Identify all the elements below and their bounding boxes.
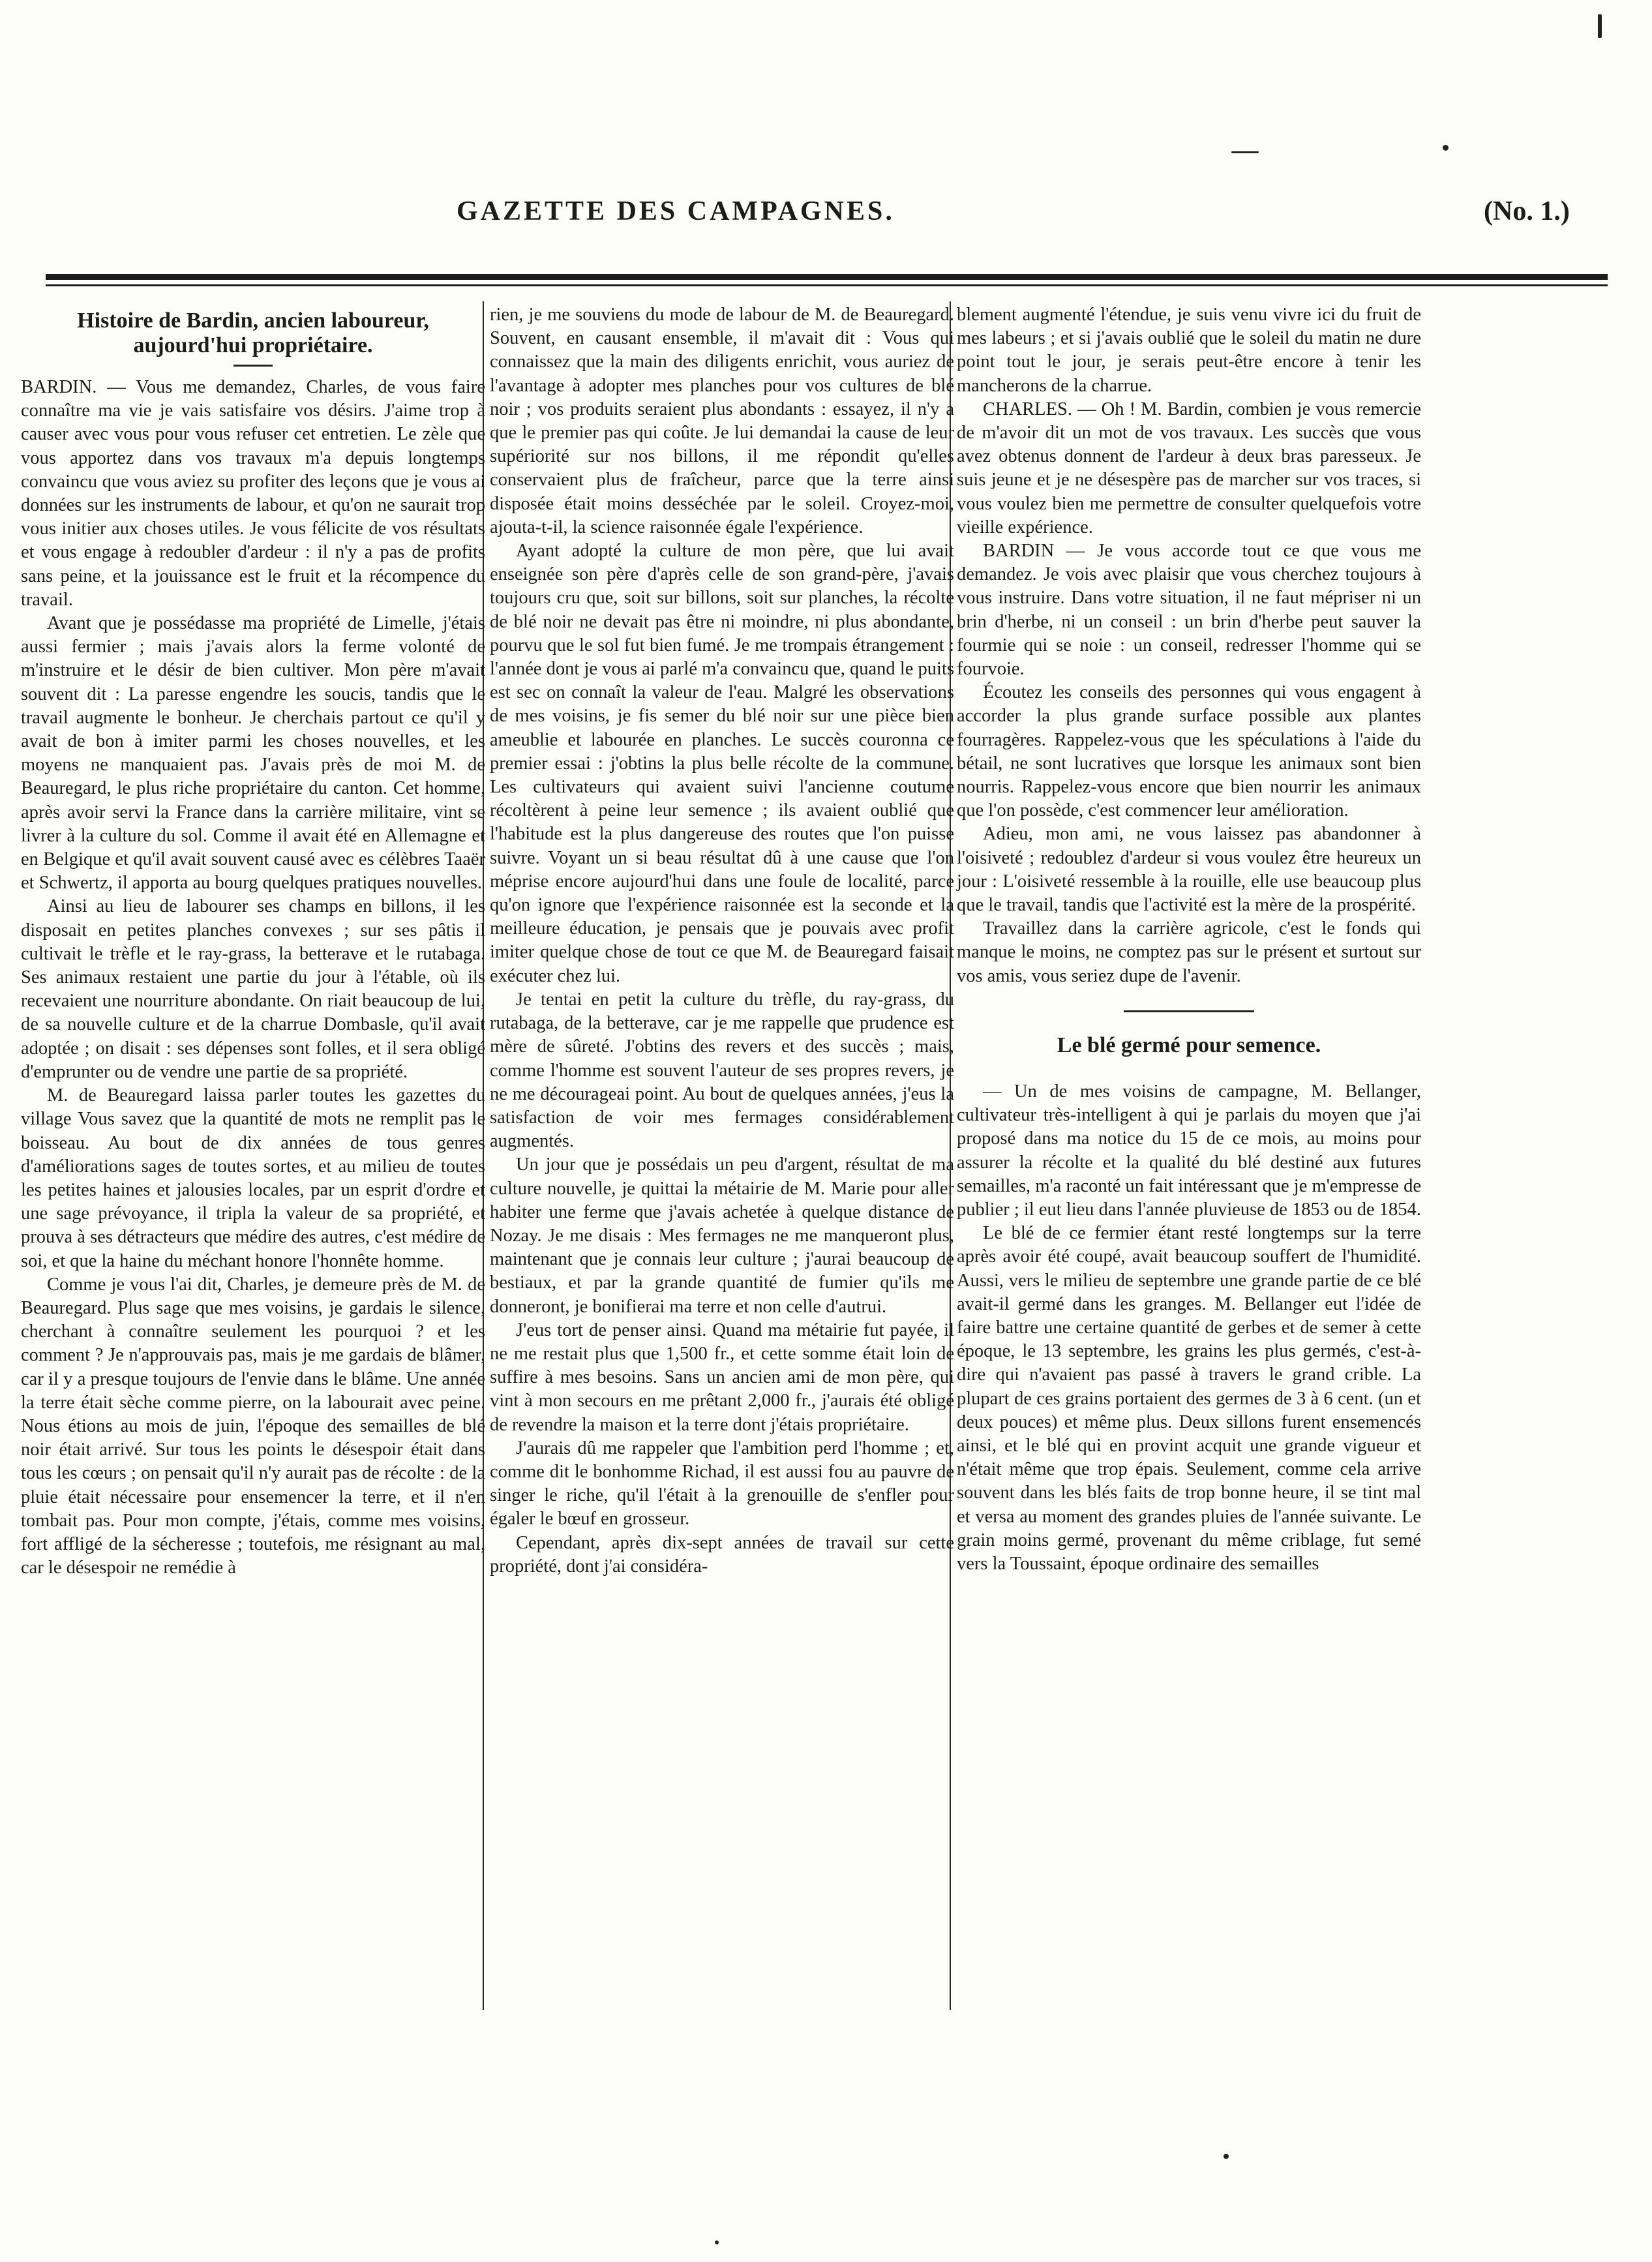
paragraph: Le blé de ce fermier étant resté longtemps sur la terre après avoir été coupé, avait beaucoup souffert de l'humidité. Aussi, vers le milieu de septembre une grande partie de ce blé avait-il germé dans les granges. M. Bellanger eut l'idée de faire battre une certaine quantité de gerbes et de semer à cette époque, le 13 septembre, les grains les plus germés, c'est-à-dire qui n'avaient pas passé à travers le grand crible. La plupart de ces grains portaient des germes de 3 à 6 cent. (un et deux pouces) et même plus. Deux sillons furent ensemencés ainsi, et le blé qui en provint acquit une grande vigueur et n'était même que trop épais. Seulement, comme cela arrive souvent dans les blés faits de trop bonne heure, il se tint mal et versa au moment des grandes pluies de l'année suivante. Le grain moins germé, provenant du même criblage, fut semé vers la Toussaint, époque ordinaire des semailles <box>957 1223 1421 1574</box>
paragraph: — Un de mes voisins de campagne, M. Bellanger, cultivateur très-intelligent à qui je parlais du moyen que j'ai proposé dans ma notice du 15 de ce mois, au moins pour assurer la récolte et la qualité du blé destiné aux futures semailles, m'a raconté un fait intéressant que je m'empresse de publier ; il eut lieu dans l'année pluvieuse de 1853 ou de 1854. <box>957 1081 1421 1220</box>
paragraph: rien, je me souviens du mode de labour de M. de Beauregard. Souvent, en causant ensemble, il m'avait dit : Vous qui connaissez que la main des diligents enrichit, vous auriez de l'avantage à adopter mes planches pour vos cultures de blé noir ; vos produits seraient plus abondants : essayez, il n'y a que le premier pas qui coûte. Je lui demandai la cause de leur supériorité sur nos billons, il me répondit qu'elles conservaient plus de fraîcheur, parce que la terre ainsi disposée était moins desséchée par le soleil. Croyez-moi, ajouta-t-il, la science raisonnée égale l'expérience. <box>490 305 954 537</box>
paragraph: Comme je vous l'ai dit, Charles, je demeure près de M. de Beauregard. Plus sage que mes voisins, je gardais le silence, cherchant à connaître seulement les pourquoi ? et les comment ? Je n'approuvais pas, mais je me gardais de blâmer, car il y a presque toujours de l'envie dans le blâme. Une année la terre était sèche comme pierre, on la labourait avec peine. Nous étions au mois de juin, l'époque des semailles de blé noir était arrivé. Sur tous les points le désespoir était dans tous les cœurs ; on pensait qu'il n'y aurait pas de récolte : de la pluie était nécessaire pour ensemencer la terre, et il n'en tombait pas. Pour mon compte, j'étais, comme mes voisins, fort affligé de la sécheresse ; toutefois, me résignant au mal, car le désespoir ne remédie à <box>21 1274 485 1578</box>
ink-speck <box>1443 145 1449 151</box>
article-title: Histoire de Bardin, ancien laboureur, aujourd'hui propriétaire. <box>77 309 429 357</box>
paragraph: BARDIN — Je vous accorde tout ce que vous me demandez. Je vois avec plaisir que vous cherchez toujours à vous instruire. Dans votre situation, il ne faut mépriser ni un brin d'herbe, ni un conseil : un brin d'herbe peut sauver la fourmie qui se noie : un conseil, redresser l'homme qui se fourvoie. <box>957 541 1421 680</box>
paragraph: Cependant, après dix-sept années de travail sur cette propriété, dont j'ai considéra- <box>490 1532 954 1576</box>
paragraph: Ainsi au lieu de labourer ses champs en billons, il les disposait en petites planches convexes ; sur ses pâtis il cultivait le trèfle et le ray-grass, la betterave et le rutabaga. Ses animaux restaient une partie du jour à l'étable, où ils recevaient une nourriture abondante. On riait beaucoup de lui, de sa nouvelle culture et de la charrue Dombasle, qu'il avait adoptée ; on disait : ses dépenses sont folles, et il sera obligé d'emprunter ou de vendre une partie de sa propriété. <box>21 896 485 1082</box>
paragraph: Ayant adopté la culture de mon père, que lui avait enseignée son père d'après celle de son grand-père, j'avais toujours cru que, soit sur billons, soit sur planches, la récolte de blé noir ne devait pas être ni moindre, ni plus abondante, pourvu que le sol fut bien fumé. Je me trompais étrangement : l'année dont je vous ai parlé m'a convaincu que, quand le puits est sec on connaît la valeur de l'eau. Malgré les observations de mes voisins, je fis semer du blé noir sur une pièce bien ameublie et labourée en planches. Le succès couronna ce premier essai : j'obtins la plus belle récolte de la commune. Les cultivateurs qui avaient suivi l'ancienne coutume récoltèrent à peine leur semence ; ils avaient oublié que l'habitude est la plus dangereuse des routes que l'on puisse suivre. Voyant un si beau résultat dû à une cause que l'on méprise encore aujourd'hui dans une foule de localité, parce qu'on ignore que l'expérience raisonnée est la seconde et la meilleure éducation, je pensais que je pouvais avec profit imiter quelque chose de tout ce que M. de Beauregard faisait exécuter chez lui. <box>490 541 954 986</box>
column-2 <box>490 303 954 1578</box>
header-rule <box>46 274 1608 280</box>
paragraph: blement augmenté l'étendue, je suis venu vivre ici du fruit de mes labeurs ; et si j'avais oublié que le soleil du matin ne dure point tout le jour, je serais peut-être encore à tenir les mancherons de la charrue. <box>957 305 1421 396</box>
ink-speck <box>715 2240 719 2244</box>
paragraph: Travaillez dans la carrière agricole, c'est le fonds qui manque le moins, ne comptez pas sur le présent et surtout sur vos amis, vous seriez dupe de l'avenir. <box>957 918 1421 986</box>
paragraph: Un jour que je possédais un peu d'argent, résultat de ma culture nouvelle, je quittai la métairie de M. Marie pour aller habiter une ferme que j'avais achetée à quelque distance de Nozay. Je me disais : Mes fermages ne me manqueront plus, maintenant que je connais leur culture ; j'aurai beaucoup de bestiaux, et par la grande quantité de fumier qu'ils me donneront, je bonifierai ma terre et non celle d'autrui. <box>490 1154 954 1317</box>
paragraph: Écoutez les conseils des personnes qui vous engagent à accorder la plus grande surface possible aux plantes fourragères. Rappelez-vous que les spéculations à l'aide du bétail, ne sont lucratives que lorsque les animaux sont bien nourris. Rappelez-vous encore que bien nourrir les animaux que l'on possède, c'est commencer leur amélioration. <box>957 682 1421 821</box>
paragraph: BARDIN. — Vous me demandez, Charles, de vous faire connaître ma vie je vais satisfaire vos désirs. J'aime trop à causer avec vous pour vous refuser cet entretien. Le zèle que vous apportez dans vos travaux m'a depuis longtemps convaincu que vous aviez su profiter des leçons que je vous ai données sur les instruments de labour, et qu'on ne saurait trop vous initier aux choses utiles. Je vous félicite de vos résultats et vous engage à redoubler d'ardeur : il n'y a pas de profits sans peine, et la jouissance est le fruit et la récompence du travail. <box>21 377 485 610</box>
paragraph: M. de Beauregard laissa parler toutes les gazettes du village Vous savez que la quantité de mots ne remplit pas le boisseau. Au bout de dix années de tous genres d'améliorations sages de toutes sortes, et au milieu de toutes les petites haines et jalousies locales, par un esprit d'ordre et une sage prévoyance, il tripla la valeur de sa propriété, et prouva à ses détracteurs que médire des autres, c'est médire de soi, et que la haine du méchant honore l'honnête homme. <box>21 1085 485 1271</box>
column-3 <box>957 303 1421 1576</box>
paragraph: Adieu, mon ami, ne vous laissez pas abandonner à l'oisiveté ; redoublez d'ardeur si vous voulez être heureux un jour : L'oisiveté ressemble à la rouille, elle use beaucoup plus que le travail, tandis que l'activité est la mère de la prospérité. <box>957 824 1421 916</box>
paragraph: Avant que je possédasse ma propriété de Limelle, j'étais aussi fermier ; mais j'avais alors la ferme volonté de m'instruire et le désir de bien cultiver. Mon père m'avait souvent dit : La paresse engendre les soucis, tandis que le travail augmente le bonheur. Je cherchais partout ce qu'il y avait de bon à imiter parmi les choses nouvelles, et les moyens ne manquaient pas. J'avais près de moi M. de Beauregard, le plus riche propriétaire du canton. Cet homme, après avoir servi la France dans la carrière militaire, vint se livrer à la culture du sol. Comme il avait été en Allemagne et en Belgique et qu'il avait souvent causé avec es célèbres Taaër et Schwertz, il apporta au bourg quelques pratiques nouvelles. <box>21 613 485 894</box>
paragraph: J'aurais dû me rappeler que l'ambition perd l'homme ; et, comme dit le bonhomme Richad, il est aussi fou au pauvre de singer le riche, qu'il l'était à la grenouille de s'enfler pour égaler le bœuf en grosseur. <box>490 1438 954 1530</box>
ink-speck <box>1224 2154 1229 2159</box>
paragraph: J'eus tort de penser ainsi. Quand ma métairie fut payée, il ne me restait plus que 1,500 fr., et cette somme était loin de suffire à mes besoins. Sans un ancien ami de mon père, qui vint à mon secours en me prêtant 2,000 fr., j'aurais été obligé de revendre la maison et la terre dont j'étais propriétaire. <box>490 1320 954 1435</box>
article-title: Le blé germé pour semence. <box>1057 1033 1321 1057</box>
header-rule-thin <box>46 284 1608 286</box>
paragraph: Je tentai en petit la culture du trèfle, du ray-grass, du rutabaga, de la betterave, car je me rappelle que prudence est mère de sûreté. J'obtins des revers et des succès ; mais, comme l'homme est souvent l'auteur de ses propres revers, je ne me décourageai point. Au bout de quelques années, j'eus la satisfaction de voir mes fermages considérablement augmentés. <box>490 989 954 1152</box>
column-1 <box>21 303 485 1580</box>
paragraph: CHARLES. — Oh ! M. Bardin, combien je vous remercie de m'avoir dit un mot de vos travaux. Les succès que vous avez obtenus donnent de l'ardeur à deux bras paresseux. Je suis jeune et je ne désespère pas de marcher sur vos traces, si vous voulez bien me permettre de consulter quelquefois votre vieille expérience. <box>957 399 1421 537</box>
issue-number: (No. 1.) <box>1484 196 1570 226</box>
ink-speck <box>1231 151 1259 153</box>
section-rule <box>1124 1010 1254 1012</box>
ink-speck <box>1598 14 1602 38</box>
title-rule <box>233 365 273 367</box>
masthead-title: GAZETTE DES CAMPAGNES. <box>457 196 895 226</box>
